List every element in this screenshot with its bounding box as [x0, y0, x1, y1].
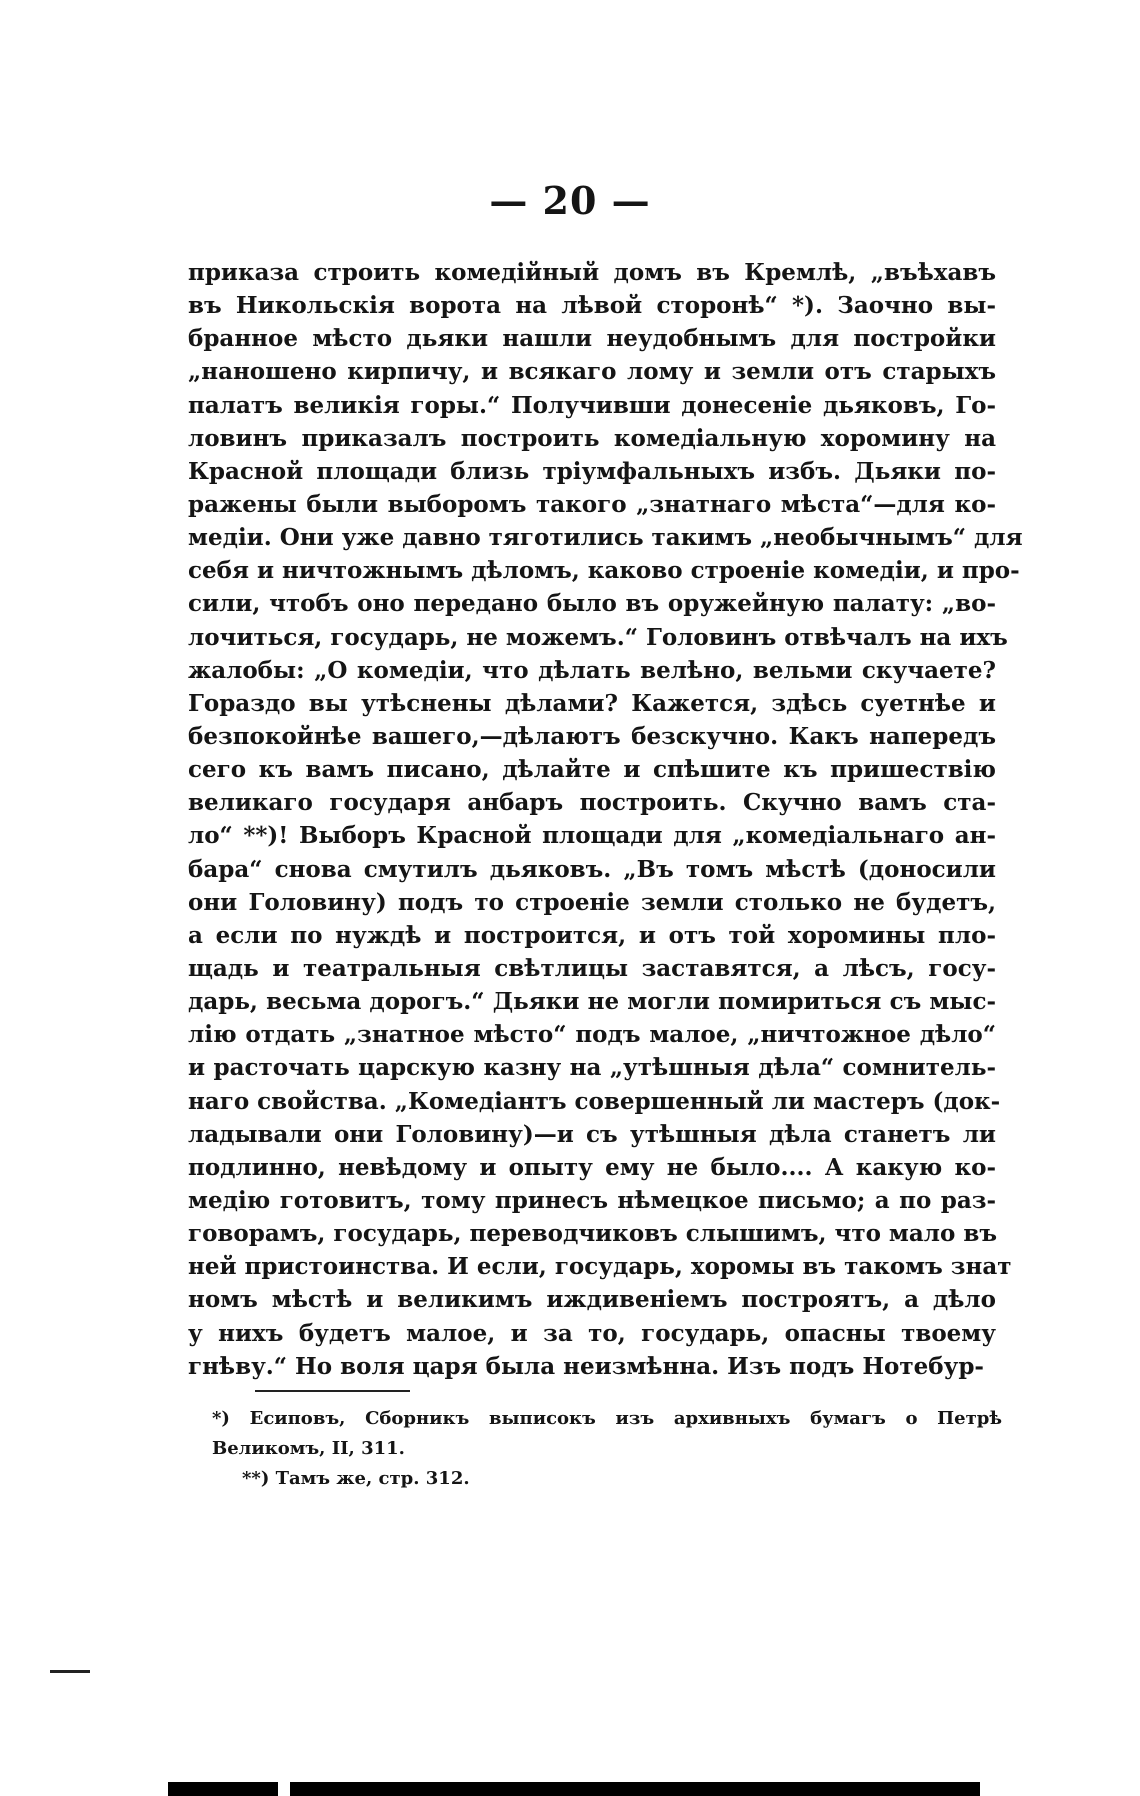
body-line: щадь и театральныя свѣтлицы заставятся, а лѣсъ, госу-	[188, 954, 996, 982]
body-line: въ Никольскія ворота на лѣвой сторонѣ“ *). Заочно вы-	[188, 292, 996, 320]
body-line: „наношено кирпичу, и всякаго лому и земли отъ старыхъ	[188, 358, 996, 386]
footnote-2: **) Тамъ же, стр. 312.	[242, 1468, 470, 1489]
body-line: ло“ **)! Выборъ Красной площади для „комедіальнаго ан-	[188, 822, 996, 850]
body-line: сили, чтобъ оно передано было въ оружейную палату: „во-	[188, 590, 996, 618]
page-number: — 20 —	[489, 178, 651, 223]
body-line: бранное мѣсто дьяки нашли неудобнымъ для постройки	[188, 325, 996, 353]
body-line: наго свойства. „Комедіантъ совершенный ли мастеръ (док-	[188, 1087, 1001, 1115]
body-line: великаго государя анбаръ построить. Скучно вамъ ста-	[188, 789, 996, 817]
footnote-1-continuation: Великомъ, II, 311.	[212, 1438, 405, 1459]
body-text	[188, 256, 1023, 1383]
body-line: подлинно, невѣдому и опыту ему не было.... А какую ко-	[188, 1153, 996, 1181]
footnote-rule	[255, 1390, 410, 1392]
body-line: Гораздо вы утѣснены дѣлами? Кажется, здѣсь суетнѣе и	[188, 689, 996, 717]
body-line: ладывали они Головину)—и съ утѣшныя дѣла станетъ ли	[188, 1120, 996, 1148]
body-line: жалобы: „О комедіи, что дѣлать велѣно, вельми скучаете?	[188, 656, 996, 684]
body-line: лочиться, государь, не можемъ.“ Головинъ отвѣчалъ на ихъ	[188, 623, 1008, 651]
footnotes	[212, 1404, 1002, 1494]
body-line: бара“ снова смутилъ дьяковъ. „Въ томъ мѣстѣ (доносили	[188, 855, 996, 883]
body-line: ней пристоинства. И если, государь, хоромы въ такомъ знат	[188, 1253, 1012, 1281]
body-line: гнѣву.“ Но воля царя была неизмѣнна. Изъ подъ Нотебур-	[188, 1352, 984, 1380]
body-line: дарь, весьма дорогъ.“ Дьяки не могли помириться съ мыс-	[188, 988, 996, 1016]
scan-edge-bar	[290, 1782, 980, 1796]
body-line: медію готовитъ, тому принесъ нѣмецкое письмо; а по раз-	[188, 1186, 996, 1214]
body-line: лію отдать „знатное мѣсто“ подъ малое, „ничтожное дѣло“	[188, 1021, 996, 1049]
body-line: себя и ничтожнымъ дѣломъ, каково строеніе комедіи, и про-	[188, 557, 1020, 585]
body-line: безпокойнѣе вашего,—дѣлаютъ безскучно. Какъ напередъ	[188, 722, 996, 750]
body-line: ловинъ приказалъ построить комедіальную хоромину на	[188, 424, 996, 452]
body-line: у нихъ будетъ малое, и за то, государь, опасны твоему	[188, 1319, 996, 1347]
scan-edge-bar	[168, 1782, 278, 1796]
body-line: а если по нуждѣ и построится, и отъ той хоромины пло-	[188, 921, 996, 949]
body-line: говорамъ, государь, переводчиковъ слышимъ, что мало въ	[188, 1220, 997, 1248]
footnote-1: *) Есиповъ, Сборникъ выписокъ изъ архивныхъ бумагъ о Петрѣ	[212, 1408, 1002, 1429]
body-line: номъ мѣстѣ и великимъ иждивеніемъ построятъ, а дѣло	[188, 1286, 996, 1314]
body-line: Красной площади близь тріумфальныхъ избъ. Дьяки по-	[188, 457, 996, 485]
body-line: ражены были выборомъ такого „знатнаго мѣста“—для ко-	[188, 490, 996, 518]
body-line: приказа строить комедійный домъ въ Кремлѣ, „въѣхавъ	[188, 259, 996, 286]
body-line: медіи. Они уже давно тяготились такимъ „необычнымъ“ для	[188, 524, 1023, 552]
body-line: они Головину) подъ то строеніе земли столько не будетъ,	[188, 888, 996, 916]
body-line: и расточать царскую казну на „утѣшныя дѣла“ сомнитель-	[188, 1054, 996, 1082]
margin-mark	[50, 1670, 90, 1673]
body-line: палатъ великія горы.“ Получивши донесеніе дьяковъ, Го-	[188, 391, 996, 419]
body-line: сего къ вамъ писано, дѣлайте и спѣшите къ пришествію	[188, 756, 996, 784]
